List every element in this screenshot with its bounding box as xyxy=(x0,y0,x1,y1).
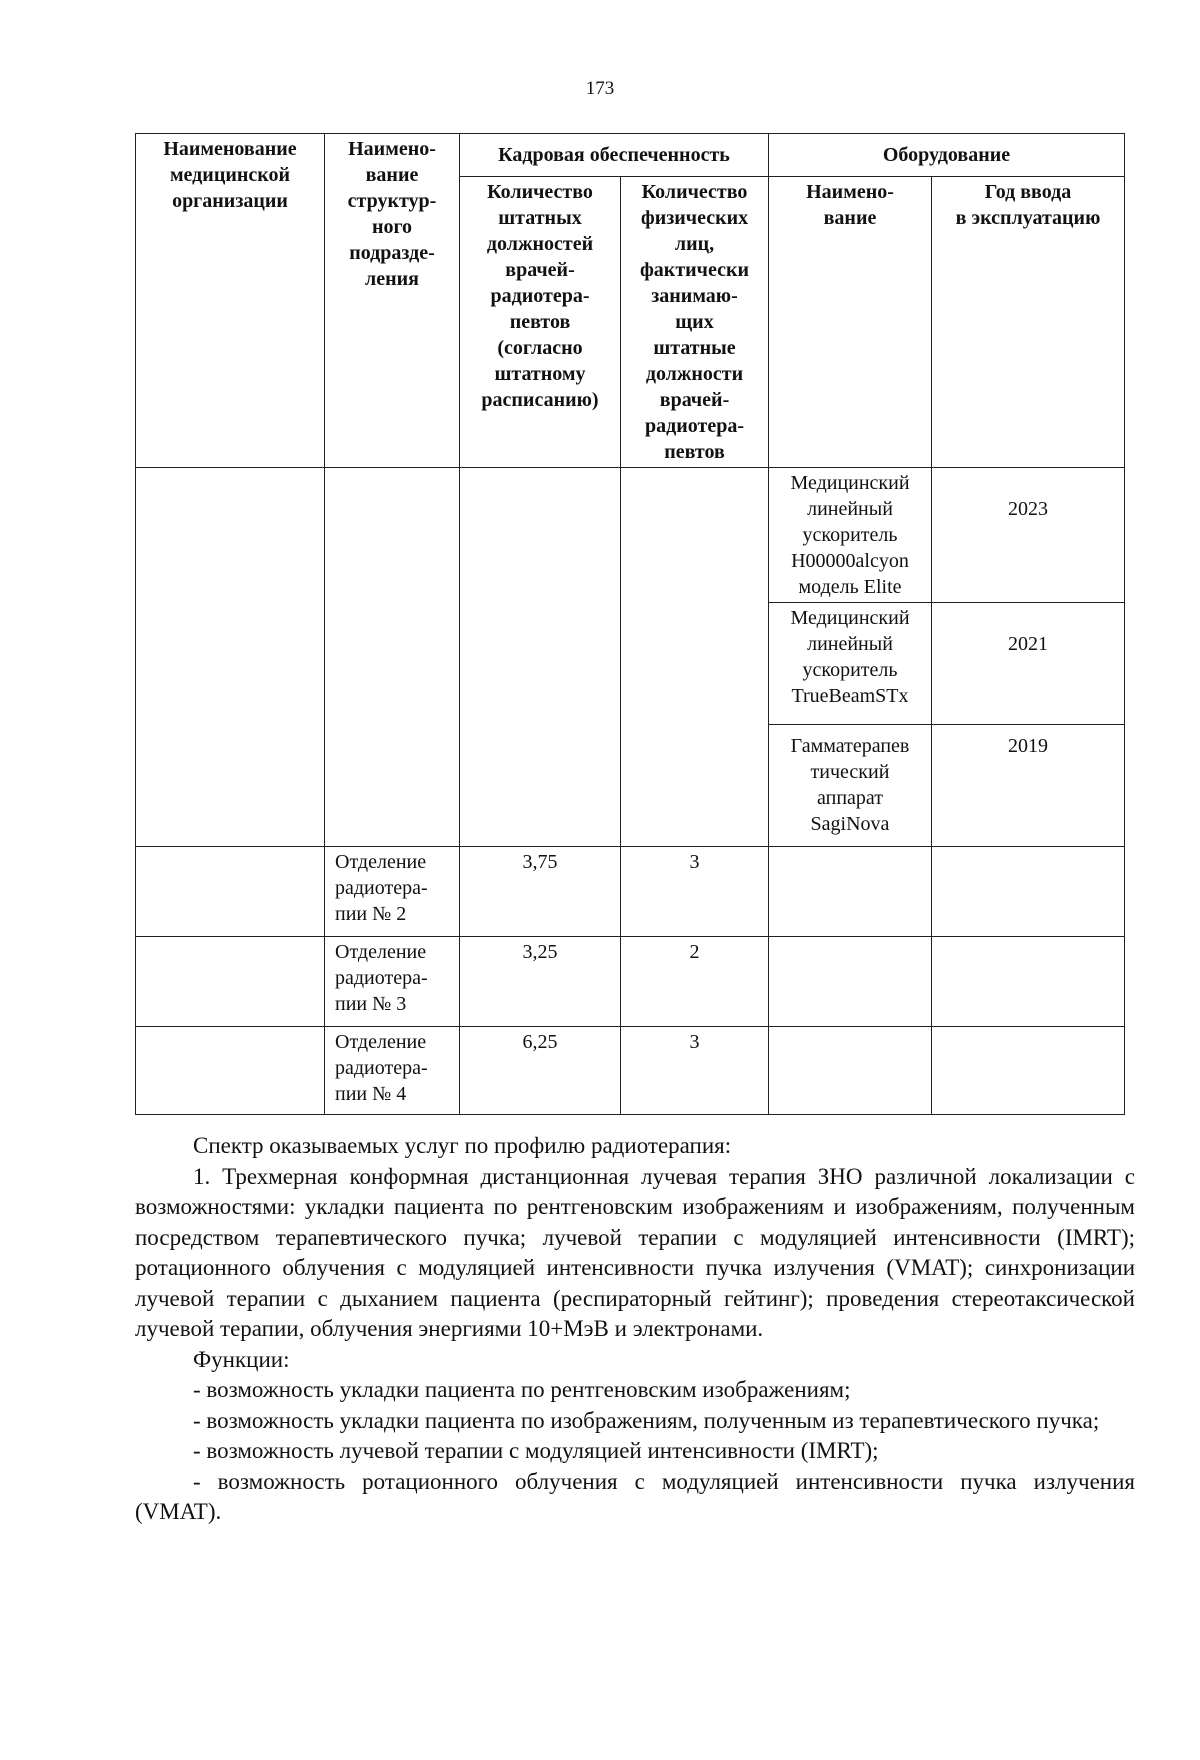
function-item: - возможность ротационного облучения с модуляцией интенсивности пучка излучения (VMAT). xyxy=(135,1468,1135,1524)
table-row xyxy=(136,847,1125,937)
table-header-row-1 xyxy=(136,134,1125,177)
equipment-name-cell xyxy=(769,847,932,937)
header-equipment-year: Год ввода в эксплуатацию xyxy=(932,177,1125,468)
persons-cell: 2 xyxy=(621,937,769,1027)
persons-cell: 3 xyxy=(621,1027,769,1115)
department-name-cell: Отделение радиотера- пии № 2 xyxy=(325,847,460,937)
header-equipment-name: Наимено- вание xyxy=(769,177,932,468)
persons-cell xyxy=(621,468,769,847)
positions-cell: 3,75 xyxy=(460,847,621,937)
header-staff-positions: Количество штатных должностей врачей- радиотера- певтов (согласно штатному расписанию) xyxy=(460,177,621,468)
services-text xyxy=(135,1131,1135,1528)
equipment-name-cell xyxy=(769,937,932,1027)
equipment-year-cell: 2019 xyxy=(932,725,1125,847)
services-intro: Спектр оказываемых услуг по профилю радиотерапия: xyxy=(193,1133,732,1158)
department-name-cell: Отделение радиотера- пии № 4 xyxy=(325,1027,460,1115)
department-name-cell: Отделение радиотера- пии № 3 xyxy=(325,937,460,1027)
function-item: - возможность укладки пациента по рентгеновским изображениям; xyxy=(193,1377,851,1402)
org-cell xyxy=(136,1027,325,1115)
positions-cell: 6,25 xyxy=(460,1027,621,1115)
equipment-year-cell xyxy=(932,1027,1125,1115)
equipment-name-cell: Медицинский линейный ускоритель H00000alcyon модель Elite xyxy=(769,468,932,603)
function-item: - возможность укладки пациента по изображениям, полученным из терапевтического пучка; xyxy=(193,1407,1100,1433)
equipment-year-cell: 2021 xyxy=(932,603,1125,725)
header-unit-name: Наимено- вание структур- ного подразде- ления xyxy=(325,134,460,468)
positions-cell: 3,25 xyxy=(460,937,621,1027)
header-staff-persons: Количество физических лиц, фактически занимаю- щих штатные должности врачей- радиотера- певтов xyxy=(621,177,769,468)
table-row xyxy=(136,468,1125,603)
header-staffing: Кадровая обеспеченность xyxy=(460,134,769,177)
org-cell xyxy=(136,847,325,937)
function-item: - возможность лучевой терапии с модуляцией интенсивности (IMRT); xyxy=(193,1438,879,1463)
service-item-1: 1. Трехмерная конформная дистанционная лучевая терапия ЗНО различной локализации с возможностями: укладки пациента по рентгеновским изображениям и изображениям, полученным посредством терапевтического пучка; лучевой терапии с модуляцией интенсивности (IMRT); ротационного облучения с модуляцией интенсивности пучка излучения (VMAT); синхронизации лучевой терапии с дыханием пациента (респираторный гейтинг); проведения стереотаксической лучевой терапии, облучения энергиями 10+МэВ и электронами. xyxy=(135,1163,1135,1341)
table-row xyxy=(136,1027,1125,1115)
unit-cell xyxy=(325,468,460,847)
equipment-year-cell xyxy=(932,847,1125,937)
org-cell xyxy=(136,468,325,847)
equipment-name-cell: Гамматерапев тический аппарат SagiNova xyxy=(769,725,932,847)
org-cell xyxy=(136,937,325,1027)
functions-title: Функции: xyxy=(193,1346,290,1372)
persons-cell: 3 xyxy=(621,847,769,937)
staffing-equipment-table xyxy=(135,133,1125,1115)
equipment-name-cell: Медицинский линейный ускоритель TrueBeamSTx xyxy=(769,603,932,725)
positions-cell xyxy=(460,468,621,847)
equipment-year-cell: 2023 xyxy=(932,468,1125,603)
table-row xyxy=(136,937,1125,1027)
page-number: 173 xyxy=(585,78,615,99)
equipment-name-cell xyxy=(769,1027,932,1115)
header-org-name: Наименование медицинской организации xyxy=(136,134,325,468)
equipment-year-cell xyxy=(932,937,1125,1027)
header-equipment: Оборудование xyxy=(769,134,1125,177)
